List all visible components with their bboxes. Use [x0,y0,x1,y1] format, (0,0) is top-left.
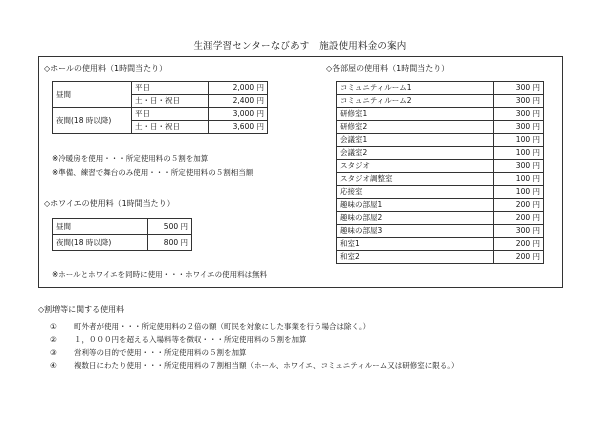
surcharge-item-number: ③ [50,348,57,357]
surcharge-item-number: ① [50,322,57,331]
surcharge-item [50,321,370,332]
room-name: 会議室2 [337,147,494,160]
foyer-heading: ◇ホワイエの使用料（1時間当たり） [44,199,175,208]
room-name: 和室1 [337,238,494,251]
room-name: スタジオ [337,160,494,173]
hall-price: 3,000 円 [209,108,268,121]
table-row [337,108,544,121]
table-row [337,173,544,186]
room-price: 100 円 [494,173,544,186]
room-price: 200 円 [494,212,544,225]
hall-day-type: 土・日・祝日 [132,121,209,134]
hall-day-type: 平日 [132,108,209,121]
table-row [337,212,544,225]
hall-price: 3,600 円 [209,121,268,134]
table-row [337,134,544,147]
room-price: 300 円 [494,160,544,173]
table-row [337,82,544,95]
surcharge-item-number: ④ [50,361,57,370]
table-row [337,160,544,173]
table-row [337,199,544,212]
table-row [53,219,192,235]
room-name: 趣味の部屋2 [337,212,494,225]
surcharge-item-text: 町外者が使用・・・所定使用料の２倍の額（町民を対象にした事業を行う場合は除く。） [74,322,371,331]
foyer-table [52,218,192,251]
table-row [337,95,544,108]
room-name: 研修室2 [337,121,494,134]
room-name: 応接室 [337,186,494,199]
hall-note-stage: ※準備、練習で舞台のみ使用・・・所定使用料の５割相当額 [52,168,254,177]
rooms-table [336,81,544,264]
hall-table [52,81,268,134]
room-price: 100 円 [494,147,544,160]
surcharge-item-text: １，０００円を超える入場料等を徴収・・・所定使用料の５割を加算 [74,335,307,344]
room-name: 研修室1 [337,108,494,121]
foyer-period: 夜間(18 時以降) [53,235,148,251]
room-name: 趣味の部屋1 [337,199,494,212]
room-price: 300 円 [494,82,544,95]
hall-heading: ◇ホールの使用料（1時間当たり） [44,64,168,73]
room-price: 300 円 [494,108,544,121]
room-price: 300 円 [494,121,544,134]
room-price: 200 円 [494,199,544,212]
surcharge-heading: ◇割増等に関する使用料 [38,305,125,314]
hall-period-night: 夜間(18 時以降) [53,108,132,134]
room-name: コミュニティルーム1 [337,82,494,95]
table-row [337,121,544,134]
room-name: スタジオ調整室 [337,173,494,186]
table-row [337,251,544,264]
table-row [53,235,192,251]
room-price: 300 円 [494,95,544,108]
table-row [337,186,544,199]
surcharge-item-text: 営利等の目的で使用・・・所定使用料の５割を加算 [74,348,247,357]
foyer-note: ※ホールとホワイエを同時に使用・・・ホワイエの使用料は無料 [52,270,268,279]
rooms-heading: ◇各部屋の使用料（1時間当たり） [326,64,450,73]
page-title: 生涯学習センターなびあす 施設使用料金の案内 [193,41,407,52]
foyer-period: 昼間 [53,219,148,235]
surcharge-item [50,334,307,345]
foyer-price: 500 円 [148,219,192,235]
room-price: 100 円 [494,186,544,199]
room-name: 和室2 [337,251,494,264]
room-price: 200 円 [494,251,544,264]
foyer-price: 800 円 [148,235,192,251]
hall-price: 2,400 円 [209,95,268,108]
hall-note-aircon: ※冷暖房を使用・・・所定使用料の５割を加算 [52,154,209,163]
hall-price: 2,000 円 [209,82,268,95]
room-name: 会議室1 [337,134,494,147]
room-price: 300 円 [494,225,544,238]
surcharge-item-number: ② [50,335,57,344]
hall-period-day: 昼間 [53,82,132,108]
table-row [53,108,268,121]
table-row [337,225,544,238]
surcharge-item-text: 複数日にわたり使用・・・所定使用料の７割相当額（ホール、ホワイエ、コミュニティルーム又は研修室に限る。） [74,361,459,370]
room-name: 趣味の部屋3 [337,225,494,238]
room-price: 100 円 [494,134,544,147]
table-row [53,82,268,95]
hall-day-type: 土・日・祝日 [132,95,209,108]
table-row [337,238,544,251]
surcharge-item [50,347,247,358]
table-row [337,147,544,160]
surcharge-item [50,360,458,371]
hall-day-type: 平日 [132,82,209,95]
room-name: コミュニティルーム2 [337,95,494,108]
room-price: 200 円 [494,238,544,251]
